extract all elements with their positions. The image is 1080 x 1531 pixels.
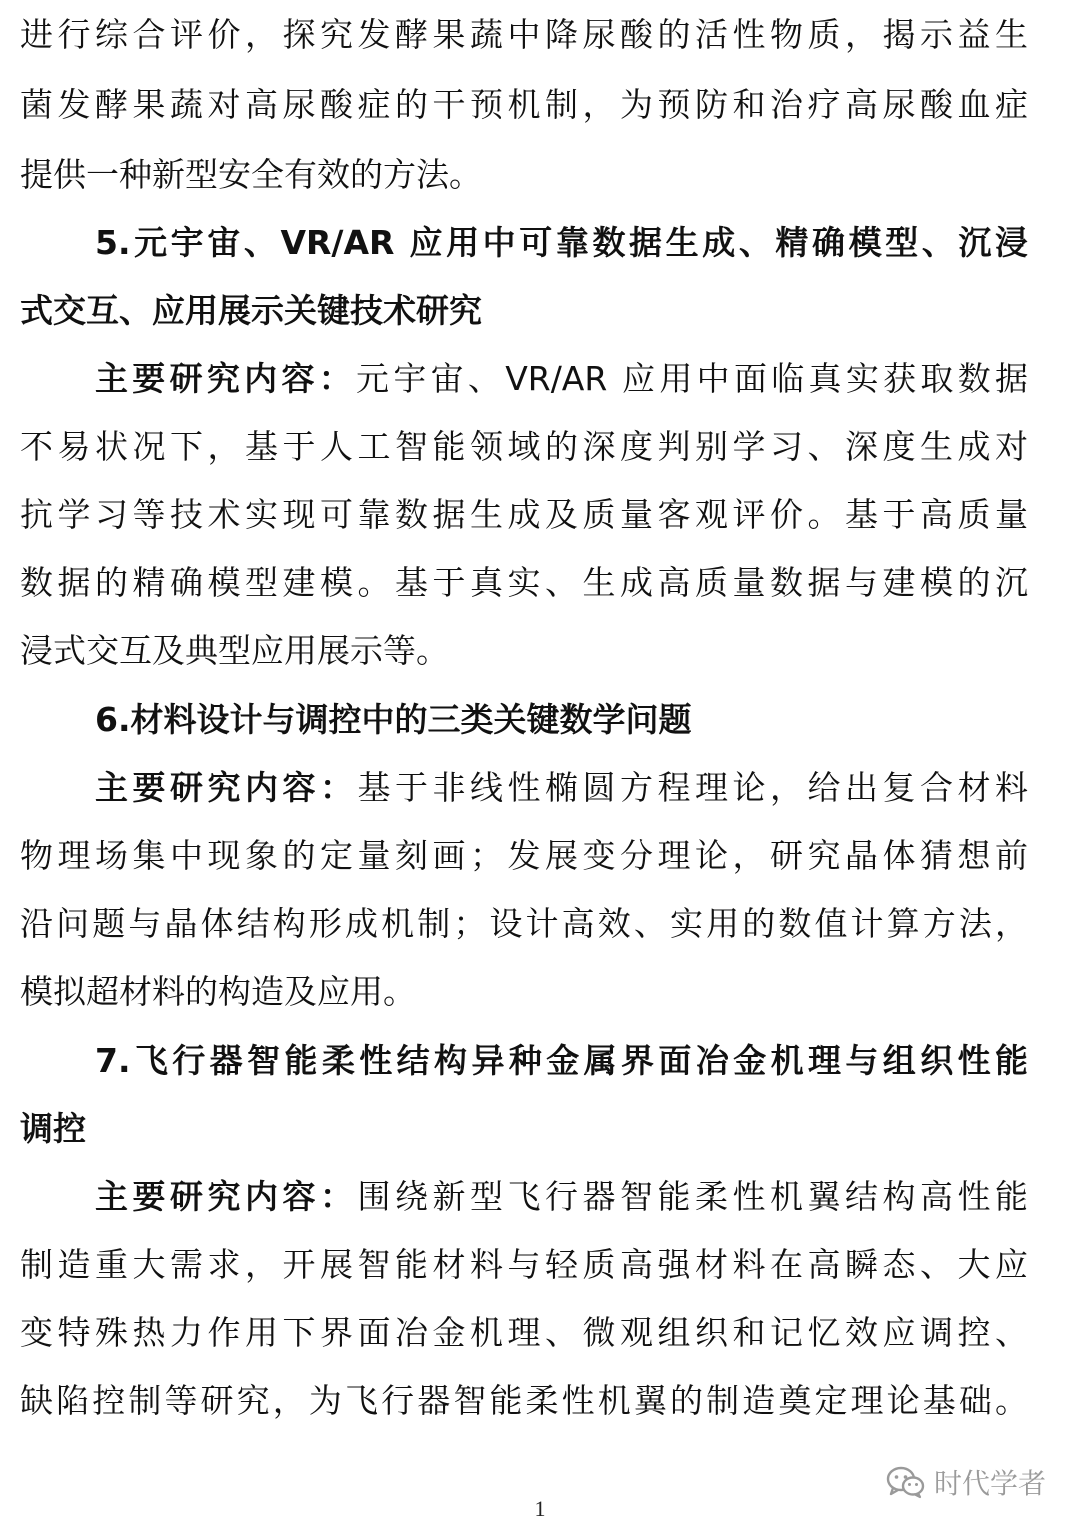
body-line: 浸式交互及典型应用展示等。 bbox=[20, 631, 449, 670]
body-line: 变特殊热力作用下界面冶金机理、微观组织和记忆效应调控、 bbox=[20, 1313, 1028, 1352]
content-label: 主要研究内容： bbox=[95, 359, 357, 398]
body-line: 数据的精确模型建模。基于真实、生成高质量数据与建模的沉 bbox=[20, 563, 1028, 602]
body-line: 抗学习等技术实现可靠数据生成及质量客观评价。基于高质量 bbox=[20, 495, 1028, 534]
section-heading-7: 7.飞行器智能柔性结构异种金属界面冶金机理与组织性能 bbox=[95, 1041, 1028, 1080]
content-label: 主要研究内容： bbox=[95, 768, 358, 807]
body-line: 提供一种新型安全有效的方法。 bbox=[20, 155, 482, 194]
content-label: 主要研究内容： bbox=[95, 1177, 358, 1216]
watermark-text: 时代学者 bbox=[933, 1467, 1046, 1500]
body-line: 沿问题与晶体结构形成机制；设计高效、实用的数值计算方法， bbox=[20, 904, 1028, 943]
body-line: 进行综合评价，探究发酵果蔬中降尿酸的活性物质，揭示益生 bbox=[20, 15, 1028, 54]
section-heading-6: 6.材料设计与调控中的三类关键数学问题 bbox=[95, 700, 692, 739]
body-line: 制造重大需求，开展智能材料与轻质高强材料在高瞬态、大应 bbox=[20, 1245, 1028, 1284]
page-number: 1 bbox=[534, 1496, 546, 1521]
content-text: 围绕新型飞行器智能柔性机翼结构高性能 bbox=[357, 1177, 1028, 1216]
content-text: 元宇宙、VR/AR 应用中面临真实获取数据 bbox=[356, 359, 1028, 398]
body-line: 模拟超材料的构造及应用。 bbox=[20, 972, 416, 1011]
section-heading-5-cont: 式交互、应用展示关键技术研究 bbox=[20, 291, 482, 330]
content-text: 基于非线性椭圆方程理论，给出复合材料 bbox=[357, 768, 1028, 807]
section-heading-5: 5.元宇宙、VR/AR 应用中可靠数据生成、精确模型、沉浸 bbox=[95, 223, 1028, 262]
body-line: 不易状况下，基于人工智能领域的深度判别学习、深度生成对 bbox=[20, 427, 1028, 466]
body-line bbox=[0, 753, 1080, 823]
body-line: 菌发酵果蔬对高尿酸症的干预机制，为预防和治疗高尿酸血症 bbox=[20, 85, 1028, 124]
body-line: 物理场集中现象的定量刻画；发展变分理论，研究晶体猜想前 bbox=[20, 836, 1028, 875]
body-line: 缺陷控制等研究，为飞行器智能柔性机翼的制造奠定理论基础。 bbox=[20, 1381, 1028, 1420]
body-line bbox=[0, 344, 1080, 414]
wechat-icon bbox=[886, 1465, 926, 1499]
section-heading-7-cont: 调控 bbox=[20, 1109, 86, 1148]
body-line bbox=[0, 1162, 1080, 1232]
